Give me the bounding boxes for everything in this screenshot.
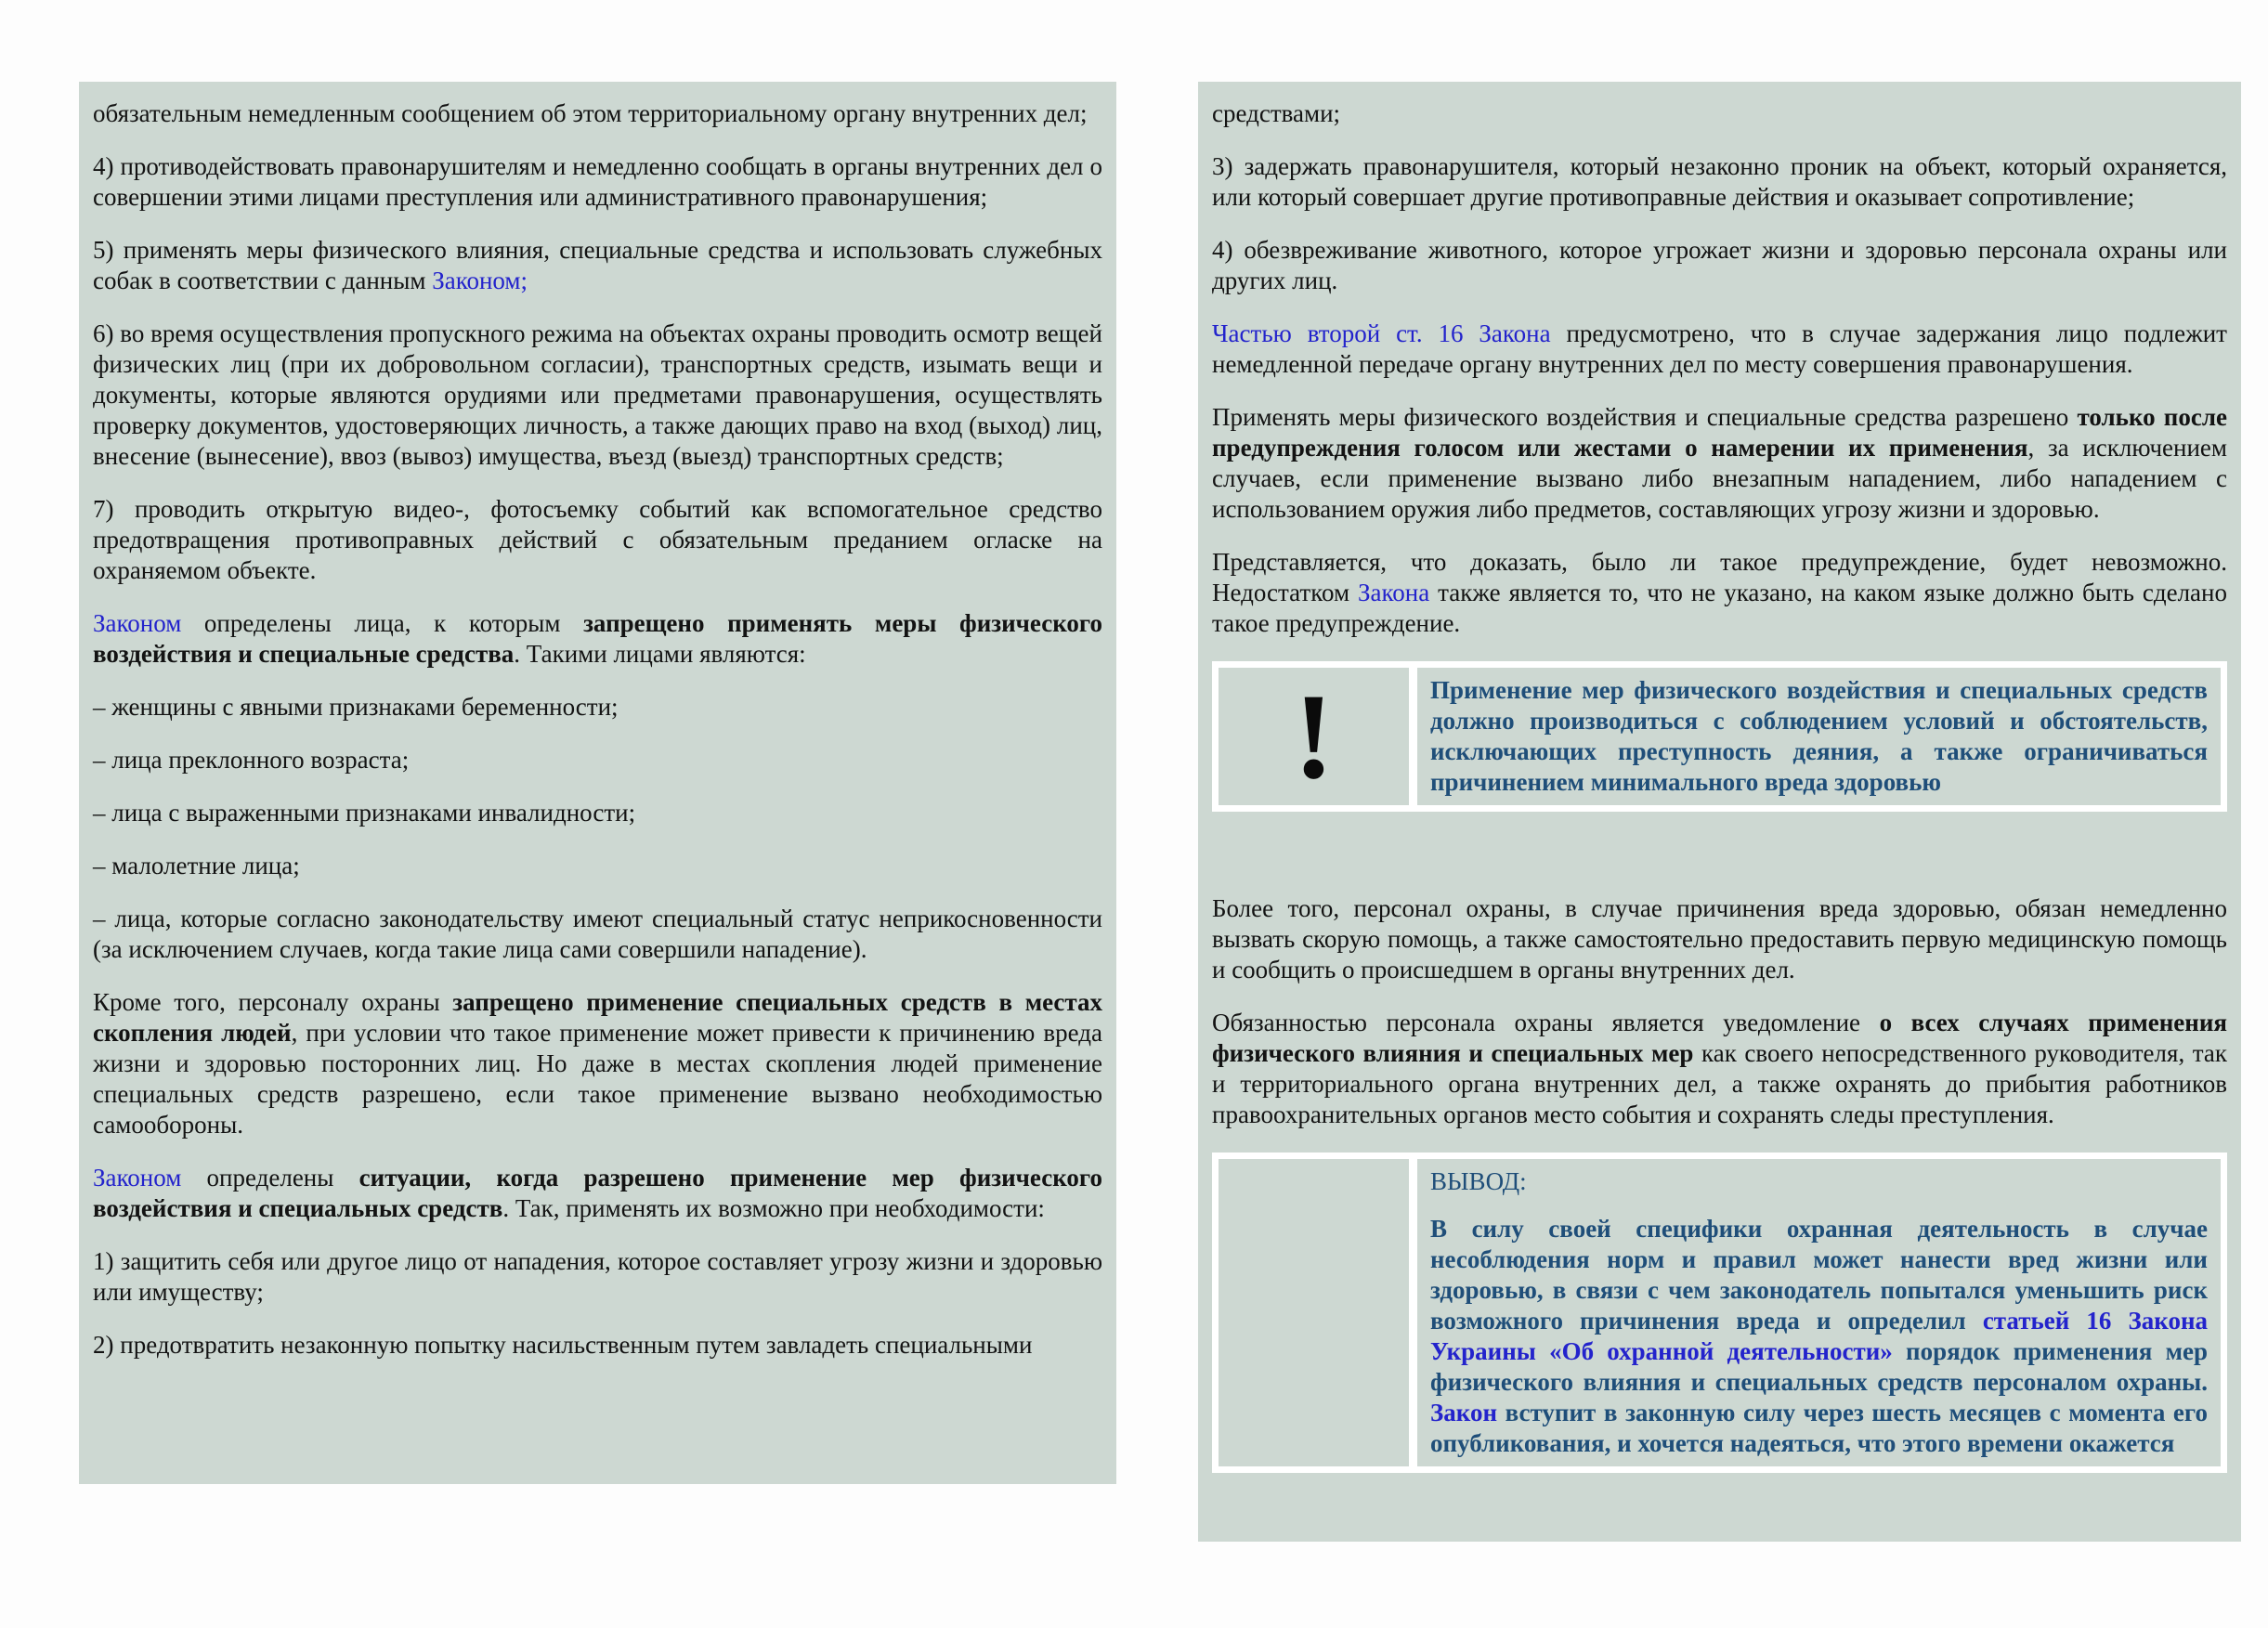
law-link[interactable]: статьей 16 Закона Украины «Об охранной деятельности» [1430, 1307, 2208, 1365]
paragraph [1212, 547, 2227, 639]
conclusion-box [1212, 1153, 2227, 1473]
text-run: – лица, которые согласно законодательству имеют специальный статус неприкосновенности (за исключением случаев, когда такие лица сами совершили нападение). [93, 905, 1102, 963]
text-run: о всех случаях применения физического влияния и специальных мер [1212, 1009, 2227, 1067]
paragraph [1212, 402, 2227, 525]
alert-box-icon-cell [1219, 668, 1417, 805]
alert-box [1212, 661, 2227, 812]
paragraph [1212, 319, 2227, 380]
text-run: вступит в законную силу через шесть месяцев с момента его опубликования, и хочется надеяться, что этого времени окажется [1430, 1399, 2208, 1457]
text-run: В силу своей специфики охранная деятельность в случае несоблюдения норм и правил может нанести вред жизни или здоровью, в связи с чем законодатель попытался уменьшить риск возможного причинения вреда и определил [1430, 1215, 2208, 1335]
text-run: средствами; [1212, 99, 1341, 127]
paragraph [1212, 151, 2227, 213]
paragraph [93, 692, 1102, 723]
alert-box-text [1430, 675, 2208, 798]
text-run: 4) противодействовать правонарушителям и немедленно сообщать в органы внутренних дел о совершении этими лицами преступления или административного правонарушения; [93, 152, 1102, 211]
text-run: 4) обезвреживание животного, которое угрожает жизни и здоровью персонала охраны или других лиц. [1212, 236, 2227, 294]
text-run: предусмотрено, что в случае задержания лицо подлежит немедленной передаче органу внутренних дел по месту совершения правонарушения. [1212, 319, 2227, 378]
text-run: только после предупреждения голосом или жестами о намерении их применения [1212, 403, 2227, 462]
text-run: Применение мер физического воздействия и специальных средств должно производиться с соблюдением условий и обстоятельств, исключающих преступность деяния, а также ограничиваться причинением минимального вреда здоровью [1430, 676, 2208, 796]
paragraph [93, 494, 1102, 586]
text-run: – лица преклонного возраста; [93, 746, 410, 774]
law-link[interactable]: Частью второй ст. 16 Закона [1212, 319, 1551, 347]
paragraph [93, 235, 1102, 296]
paragraph [93, 1330, 1102, 1361]
alert-box-text-cell [1417, 668, 2221, 805]
text-run: как своего непосредственного руководителя, так и территориального органа внутренних дел, а также охранять до прибытия работников правоохранительных органов место события и сохранять следы преступления. [1212, 1039, 2228, 1128]
conclusion-box-text-cell [1417, 1159, 2221, 1466]
text-run: – малолетние лица; [93, 852, 300, 879]
paragraph [93, 319, 1102, 472]
text-run: – женщины с явными признаками беременности; [93, 693, 619, 721]
conclusion-title: ВЫВОД: [1430, 1167, 1527, 1195]
paragraph [93, 151, 1102, 213]
paragraph [93, 851, 1102, 881]
text-run: Представляется, что доказать, было ли такое предупреждение, будет невозможно. Недостатком [1212, 548, 2227, 606]
paragraph [1212, 893, 2227, 985]
paragraph [93, 798, 1102, 828]
text-run: – лица с выраженными признаками инвалидности; [93, 799, 636, 827]
paragraph [93, 1246, 1102, 1308]
paragraph [1212, 235, 2227, 296]
text-run: также является то, что не указано, на каком языке должно быть сделано такое предупреждение. [1212, 579, 2227, 637]
text-run: . Так, применять их возможно при необходимости: [502, 1194, 1045, 1222]
text-run: Кроме того, персоналу охраны [93, 988, 453, 1016]
text-run: запрещено применение специальных средств в местах скопления людей [93, 988, 1102, 1047]
text-run: 2) предотвратить незаконную попытку насильственным путем завладеть специальными [93, 1331, 1033, 1359]
text-run: Обязанностью персонала охраны является уведомление [1212, 1009, 1880, 1036]
text-run: , за исключением случаев, если применение вызвано либо внезапным нападением, либо нападением с использованием оружия либо предметов, составляющих угрозу жизни и здоровью. [1212, 434, 2227, 523]
paragraph [1212, 1008, 2227, 1130]
paragraph [93, 904, 1102, 965]
paragraph [93, 987, 1102, 1140]
text-run: . Такими лицами являются: [514, 640, 806, 668]
paragraph [93, 745, 1102, 775]
text-run: 3) задержать правонарушителя, который незаконно проник на объект, который охраняется, или который совершает другие противоправные действия и оказывает сопротивление; [1212, 152, 2227, 211]
right-text-column [1198, 82, 2241, 1542]
conclusion-box-text [1430, 1214, 2208, 1459]
text-run: Применять меры физического воздействия и специальные средства разрешено [1212, 403, 2078, 431]
law-link[interactable]: Закон [1430, 1399, 1498, 1426]
text-run: 6) во время осуществления пропускного режима на объектах охраны проводить осмотр вещей физических лиц (при их добровольном согласии), транспортных средств, изымать вещи и документы, которые являются орудиями или предметами правонарушения, осуществлять проверку документов, удостоверяющих личность, а также дающих право на вход (выход) лиц, внесение (вынесение), ввоз (вывоз) имущества, въезд (выезд) транспортных средств; [93, 319, 1102, 470]
text-run: обязательным немедленным сообщением об этом территориальному органу внутренних дел; [93, 99, 1088, 127]
conclusion-box-empty-cell [1219, 1159, 1417, 1466]
text-run: ситуации, когда разрешено применение мер физического воздействия и специальных средств [93, 1164, 1102, 1222]
text-run: порядок применения мер физического влияния и специальных средств персоналом охраны. [1430, 1337, 2208, 1396]
law-link[interactable]: Законом [93, 1164, 182, 1192]
exclamation-icon: ! [1293, 668, 1335, 804]
paragraph [93, 1163, 1102, 1224]
text-run: определены лица, к которым [181, 609, 584, 637]
law-link[interactable]: Законом [93, 609, 182, 637]
text-run: 5) применять меры физического влияния, специальные средства и использовать служебных собак в соответствии с данным [93, 236, 1102, 294]
paragraph [93, 608, 1102, 670]
text-run: определены [181, 1164, 359, 1192]
law-link[interactable]: Законом; [432, 267, 528, 294]
text-run: , при условии что такое применение может привести к причинению вреда жизни и здоровью посторонних лиц. Но даже в местах скопления людей применение специальных средств разрешено, если такое применение вызвано необходимостью самообороны. [93, 1019, 1103, 1139]
text-run: 1) защитить себя или другое лицо от нападения, которое составляет угрозу жизни и здоровью или имуществу; [93, 1247, 1102, 1306]
text-run: 7) проводить открытую видео-, фотосъемку событий как вспомогательное средство предотвращения противоправных действий с обязательным преданием огласке на охраняемом объекте. [93, 495, 1102, 584]
paragraph [93, 98, 1102, 129]
paragraph [1212, 98, 2227, 129]
text-run: запрещено применять меры физического воздействия и специальные средства [93, 609, 1102, 668]
text-run: Более того, персонал охраны, в случае причинения вреда здоровью, обязан немедленно вызвать скорую помощь, а также самостоятельно предоставить первую медицинскую помощь и сообщить о происшедшем в органы внутренних дел. [1212, 894, 2227, 983]
left-text-column [79, 82, 1116, 1484]
law-link[interactable]: Закона [1358, 579, 1430, 606]
